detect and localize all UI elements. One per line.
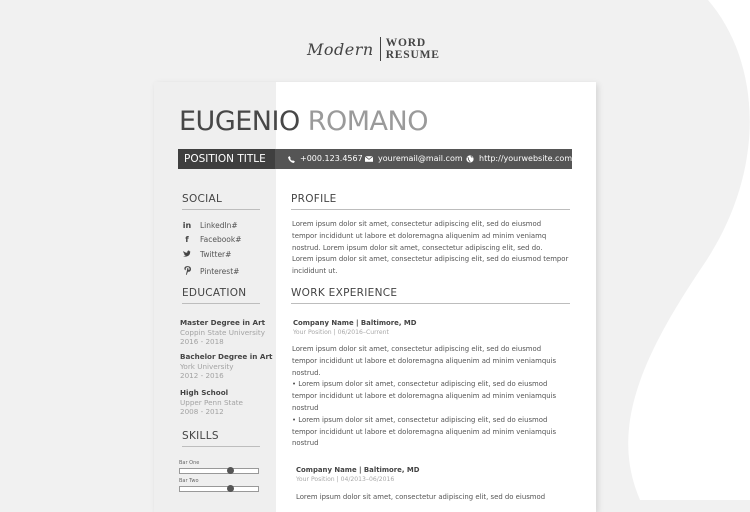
phone-contact	[288, 149, 363, 169]
skill-knob[interactable]	[227, 485, 234, 492]
logo-word-text	[386, 37, 440, 61]
globe-icon	[466, 155, 474, 163]
social-label: LinkedIn#	[200, 221, 238, 230]
job-period: Your Position | 06/2016–Current	[293, 329, 389, 336]
email-text: youremail@mail.com	[378, 154, 463, 163]
skill-knob[interactable]	[227, 467, 234, 474]
website-text: http://yourwebsite.com	[479, 154, 573, 163]
company-name: Company Name | Baltimore, MD	[293, 319, 417, 327]
skills-divider	[182, 446, 260, 447]
profile-line: incididunt ut.	[292, 267, 338, 276]
degree-text: Master Degree in Art	[180, 318, 266, 327]
education-heading: EDUCATION	[182, 287, 247, 299]
last-name: ROMANO	[307, 106, 428, 137]
position-bar	[178, 149, 572, 169]
website-contact	[466, 149, 572, 169]
profile-line: nostrud. Lorem ipsum dolor sit amet, consectetur adipiscing elit, sed do.	[292, 243, 543, 252]
social-divider	[182, 209, 260, 210]
pinterest-icon	[181, 266, 193, 277]
job-line: tempor incididunt ut labore et doloremagna aliquenim ad minim veniamquis	[292, 427, 557, 436]
skill-bar[interactable]	[179, 468, 259, 474]
profile-divider	[291, 209, 570, 210]
skill-label: Bar One	[179, 460, 200, 466]
candidate-name	[179, 104, 428, 140]
job-description	[292, 344, 570, 450]
job-line: Lorem ipsum dolor sit amet, consectetur adipiscing elit, sed do eiusmod	[292, 345, 542, 353]
years-text: 2008 - 2012	[180, 407, 224, 416]
social-label: Pinterest#	[200, 267, 240, 276]
phone-text: +000.123.4567	[300, 154, 363, 163]
job-period: Your Position | 04/2013–06/2016	[296, 476, 395, 483]
profile-line: tempor incididunt ut labore et doloremagna aliquenim ad minim veniamq	[292, 231, 547, 240]
linkedin-icon: in	[182, 221, 192, 230]
skill-label: Bar Two	[179, 478, 199, 484]
job-line: Lorem ipsum dolor sit amet, consectetur adipiscing elit, sed do eiusmod	[296, 493, 546, 501]
job-line: tempor incididunt ut labore et doloremagna aliquenim ad minim veniamquis	[292, 392, 557, 401]
education-divider	[182, 303, 260, 304]
position-title: POSITION TITLE	[178, 149, 275, 169]
profile-line: Lorem ipsum dolor sit amet, consectetur adipiscing elit, sed do eiusmod	[292, 220, 542, 228]
job-line: nostrud	[292, 439, 319, 448]
skills-heading: SKILLS	[182, 430, 219, 442]
work-divider	[291, 303, 570, 304]
logo-word1: WORD	[385, 37, 426, 49]
skill-bar[interactable]	[179, 486, 259, 492]
social-item-pinterest[interactable]	[181, 266, 239, 277]
profile-heading: PROFILE	[291, 193, 337, 205]
company-name: Company Name | Baltimore, MD	[296, 466, 420, 474]
job-description	[296, 492, 574, 504]
social-item-facebook[interactable]	[181, 235, 242, 244]
profile-text	[292, 219, 570, 278]
school-text: Upper Penn State	[180, 397, 243, 407]
social-item-twitter[interactable]	[181, 250, 231, 259]
education-item	[180, 352, 272, 381]
work-heading: WORK EXPERIENCE	[291, 287, 398, 299]
job-line: tempor incididunt ut labore et doloremagna aliquenim ad minim veniamquis	[292, 356, 557, 365]
years-text: 2012 - 2016	[180, 371, 224, 380]
years-text: 2016 - 2018	[180, 337, 224, 346]
social-label: Facebook#	[200, 235, 242, 244]
logo-script-text: Modern	[307, 39, 374, 59]
job-line: nostrud.	[292, 368, 321, 377]
school-text: Coppin State University	[180, 327, 265, 337]
twitter-icon	[181, 250, 193, 259]
degree-text: Bachelor Degree in Art	[180, 352, 273, 361]
education-item	[180, 388, 243, 417]
phone-icon	[288, 156, 295, 163]
facebook-icon: f	[185, 235, 189, 244]
first-name: EUGENIO	[179, 106, 300, 137]
degree-text: High School	[180, 388, 229, 397]
profile-line: Lorem ipsum dolor sit amet, consectetur adipiscing elit, sed do eiusmod tempor	[292, 255, 569, 264]
job-line: • Lorem ipsum dolor sit amet, consectetur adipiscing elit, sed do eiusmod	[292, 380, 548, 389]
social-label: Twitter#	[200, 250, 232, 259]
social-heading: SOCIAL	[182, 193, 223, 205]
logo-word2: RESUME	[385, 49, 440, 61]
resume-page	[154, 82, 596, 512]
social-item-linkedin[interactable]	[181, 221, 238, 230]
envelope-icon	[365, 156, 373, 162]
brand-logo	[307, 37, 440, 61]
logo-divider	[380, 37, 381, 61]
school-text: York University	[180, 361, 234, 371]
education-item	[180, 318, 265, 347]
job-line: nostrud	[292, 403, 319, 412]
email-contact	[365, 149, 463, 169]
job-line: • Lorem ipsum dolor sit amet, consectetur adipiscing elit, sed do eiusmod	[292, 415, 548, 424]
